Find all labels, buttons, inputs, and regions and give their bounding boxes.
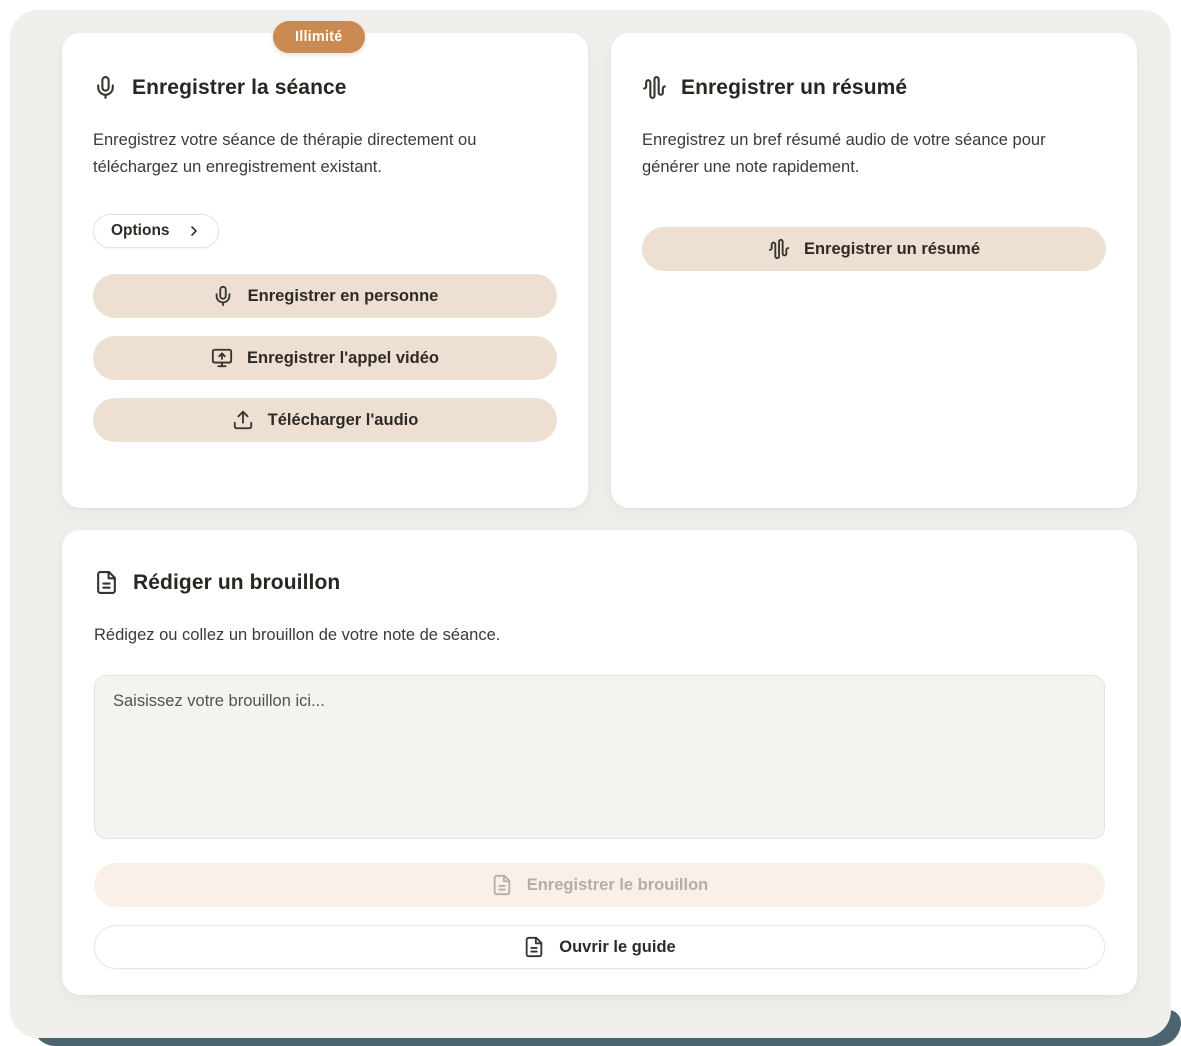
document-icon	[491, 874, 513, 896]
card-title: Enregistrer la séance	[132, 75, 347, 99]
record-summary-button[interactable]	[642, 227, 1106, 271]
button-label: Enregistrer l'appel vidéo	[247, 348, 439, 367]
upload-audio-button[interactable]	[93, 398, 557, 442]
card-description: Enregistrez un bref résumé audio de votre séance pour générer une note rapidement.	[642, 131, 1046, 176]
card-title: Rédiger un brouillon	[133, 570, 341, 594]
card-description: Rédigez ou collez un brouillon de votre note de séance.	[94, 626, 501, 644]
status-badge-illimite: Illimité	[273, 21, 365, 53]
record-video-call-button[interactable]	[93, 336, 557, 380]
card-record-session	[62, 33, 588, 508]
waveform-icon	[768, 238, 790, 260]
document-icon	[523, 936, 545, 958]
microphone-icon	[212, 285, 234, 307]
card-description: Enregistrez votre séance de thérapie directement ou téléchargez un enregistrement existant.	[93, 131, 477, 176]
upload-icon	[232, 409, 254, 431]
button-label: Enregistrer un résumé	[803, 239, 981, 258]
record-actions	[93, 274, 557, 442]
screen-share-icon	[211, 347, 233, 369]
save-draft-button[interactable]	[94, 863, 1105, 907]
button-label: Enregistrer en personne	[247, 286, 439, 305]
record-in-person-button[interactable]	[93, 274, 557, 318]
card-write-draft-header	[94, 570, 1105, 595]
card-record-summary	[611, 33, 1137, 508]
card-record-summary-header	[642, 75, 1106, 100]
waveform-icon	[642, 75, 667, 100]
app-container	[10, 10, 1171, 1038]
chevron-right-icon	[186, 223, 202, 239]
card-write-draft	[62, 530, 1137, 995]
open-guide-button[interactable]	[94, 925, 1105, 969]
button-label: Ouvrir le guide	[559, 937, 676, 956]
document-icon	[94, 570, 119, 595]
button-label: Télécharger l'audio	[267, 410, 419, 429]
microphone-icon	[93, 75, 118, 100]
card-record-session-header	[93, 75, 557, 100]
button-label: Enregistrer le brouillon	[526, 875, 709, 894]
options-button[interactable]	[93, 214, 219, 248]
draft-input[interactable]	[94, 675, 1105, 839]
options-button-label: Options	[111, 222, 170, 239]
card-title: Enregistrer un résumé	[681, 75, 908, 99]
